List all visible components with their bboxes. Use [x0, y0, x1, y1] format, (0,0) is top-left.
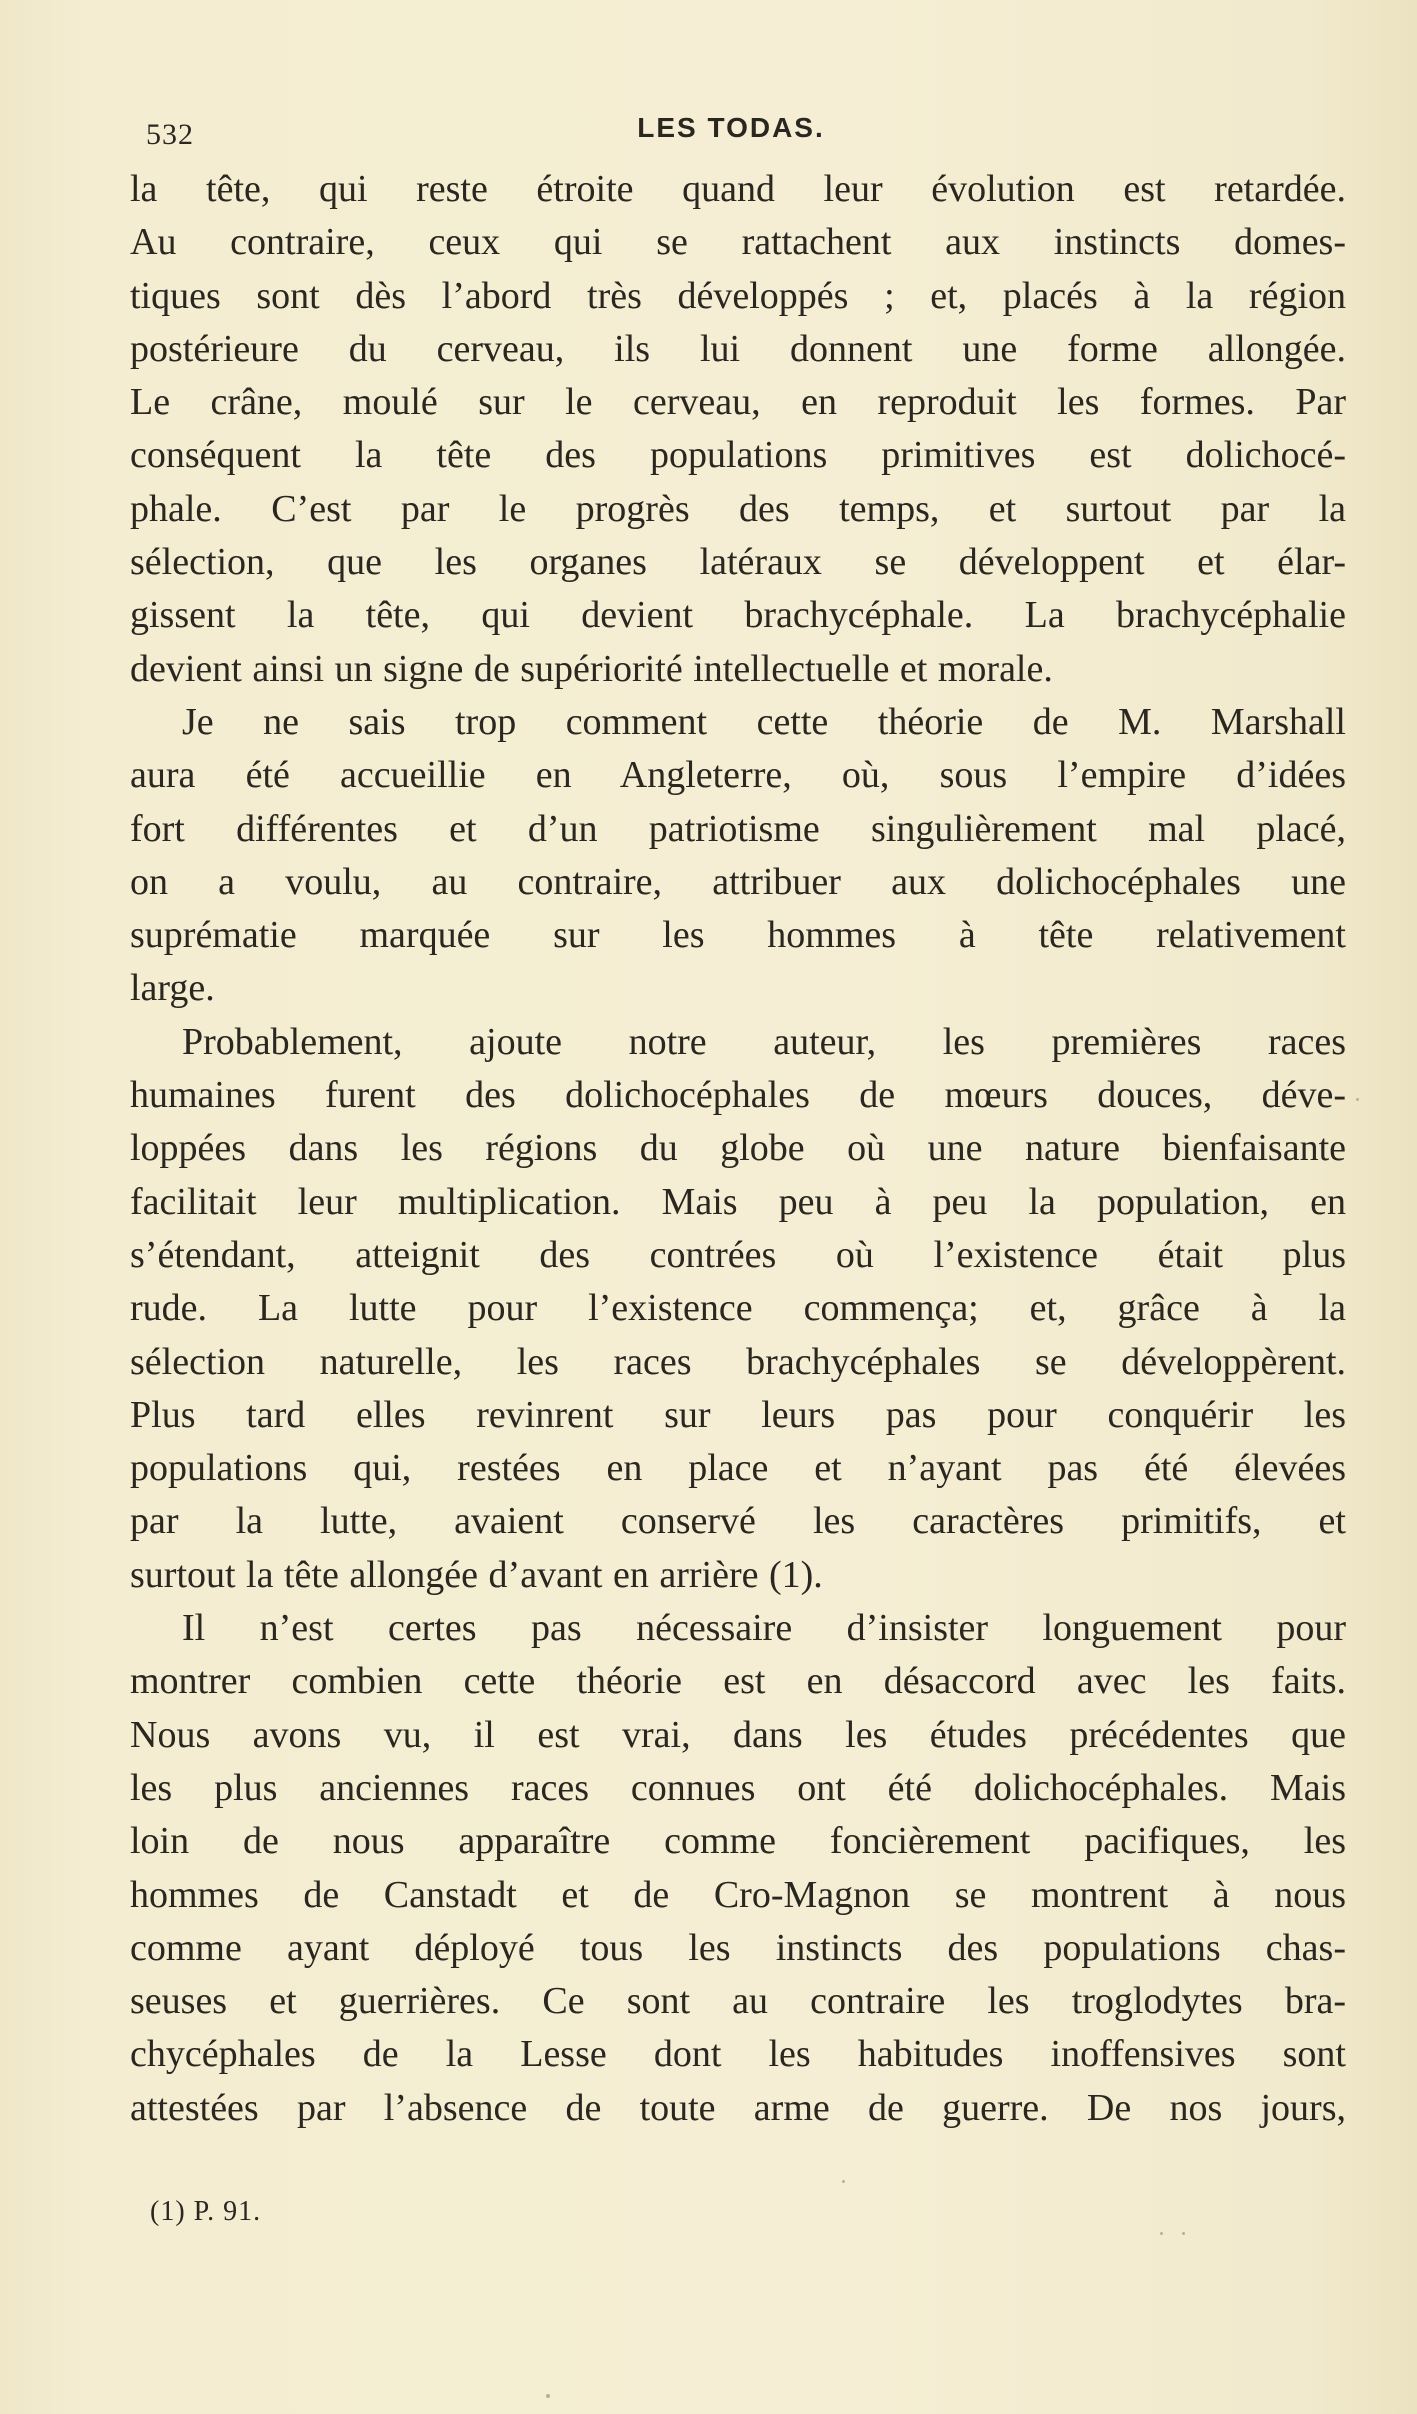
text-line: seuses et guerrières. Ce sont au contraire les troglodytes bra-	[130, 1980, 1346, 2023]
paper-speck	[1160, 2232, 1163, 2235]
paper-speck	[546, 2394, 550, 2398]
text-line: Le crâne, moulé sur le cerveau, en reproduit les formes. Par	[130, 381, 1346, 424]
text-line: s’étendant, atteignit des contrées où l’existence était plus	[130, 1233, 1346, 1276]
text-line: sélection naturelle, les races brachycéphales se développèrent.	[130, 1340, 1346, 1383]
text-line: conséquent la tête des populations primitives est dolichocé-	[130, 434, 1346, 477]
paper-speck	[842, 2180, 845, 2183]
text-line: devient ainsi un signe de supériorité intellectuelle et morale.	[130, 647, 1053, 690]
text-line: Il n’est certes pas nécessaire d’insister longuement pour	[182, 1607, 1346, 1650]
page-header	[146, 112, 1316, 152]
text-line: comme ayant déployé tous les instincts des populations chas-	[130, 1926, 1346, 1969]
page-number: 532	[146, 118, 194, 151]
text-line: la tête, qui reste étroite quand leur évolution est retardée.	[130, 168, 1346, 210]
text-line: sélection, que les organes latéraux se développent et élar-	[130, 541, 1346, 584]
text-line: Probablement, ajoute notre auteur, les premières races	[182, 1020, 1346, 1063]
text-line: gissent la tête, qui devient brachycéphale. La brachycéphalie	[130, 594, 1346, 637]
text-line: rude. La lutte pour l’existence commença; et, grâce à la	[130, 1287, 1346, 1330]
text-line: suprématie marquée sur les hommes à tête relativement	[130, 914, 1346, 957]
text-line: montrer combien cette théorie est en désaccord avec les faits.	[130, 1660, 1346, 1703]
paper-speck	[1182, 2232, 1185, 2235]
text-line: loin de nous apparaître comme foncièrement pacifiques, les	[130, 1820, 1346, 1863]
text-line: loppées dans les régions du globe où une nature bienfaisante	[130, 1127, 1346, 1170]
text-line: surtout la tête allongée d’avant en arrière (1).	[130, 1553, 823, 1596]
running-title: LES TODAS.	[637, 112, 825, 143]
text-line: fort différentes et d’un patriotisme singulièrement mal placé,	[130, 807, 1346, 850]
text-line: Nous avons vu, il est vrai, dans les études précédentes que	[130, 1713, 1346, 1756]
text-line: Je ne sais trop comment cette théorie de M. Marshall	[182, 700, 1346, 743]
text-line: Plus tard elles revinrent sur leurs pas pour conquérir les	[130, 1393, 1346, 1436]
text-line: large.	[130, 967, 215, 1010]
text-line: facilitait leur multiplication. Mais peu à peu la population, en	[130, 1180, 1346, 1223]
text-line: aura été accueillie en Angleterre, où, sous l’empire d’idées	[130, 754, 1346, 797]
text-line: chycéphales de la Lesse dont les habitudes inoffensives sont	[130, 2033, 1346, 2076]
text-line: postérieure du cerveau, ils lui donnent une forme allongée.	[130, 327, 1346, 370]
text-line: tiques sont dès l’abord très développés ; et, placés à la région	[130, 274, 1346, 317]
text-line: hommes de Canstadt et de Cro-Magnon se montrent à nous	[130, 1873, 1346, 1916]
text-line: les plus anciennes races connues ont été dolichocéphales. Mais	[130, 1766, 1346, 1809]
text-line: humaines furent des dolichocéphales de mœurs douces, déve-	[130, 1074, 1346, 1117]
text-line: populations qui, restées en place et n’ayant pas été élevées	[130, 1447, 1346, 1490]
footnote: (1) P. 91.	[150, 2196, 262, 2227]
text-line: par la lutte, avaient conservé les caractères primitifs, et	[130, 1500, 1346, 1543]
text-line: on a voulu, au contraire, attribuer aux dolichocéphales une	[130, 860, 1346, 903]
text-line: Au contraire, ceux qui se rattachent aux instincts domes-	[130, 221, 1346, 264]
text-line: attestées par l’absence de toute arme de guerre. De nos jours,	[130, 2086, 1346, 2129]
body-text	[130, 163, 1346, 2135]
text-line: phale. C’est par le progrès des temps, et surtout par la	[130, 487, 1346, 530]
paper-speck	[1356, 1098, 1359, 1101]
